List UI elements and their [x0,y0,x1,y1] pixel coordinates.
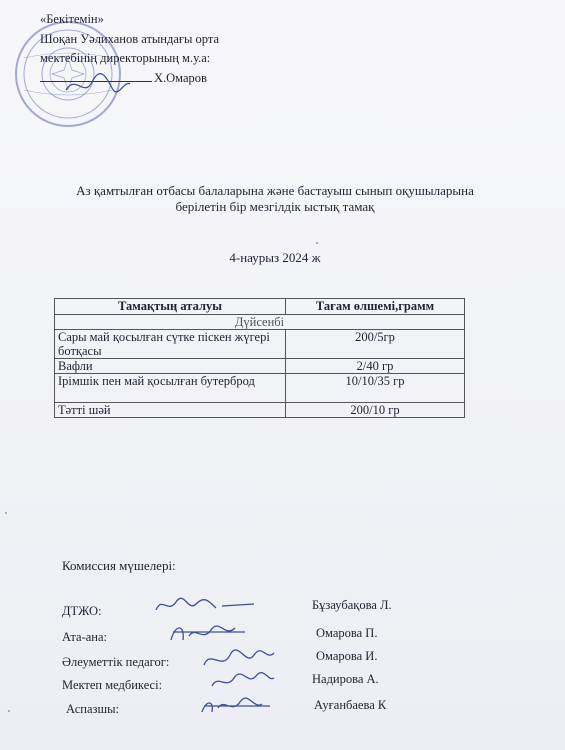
table-row [55,403,465,418]
signature-cook [198,692,278,720]
table-header-row [55,299,465,315]
table-row [55,330,465,359]
member-name: Омарова П. [316,626,378,640]
member-role: ДТЖО: [62,604,102,618]
document-date: 4-наурыз 2024 ж [229,250,321,265]
approval-line-1: «Бекітемін» [40,12,104,26]
table-row [55,374,465,403]
member-role: Ата-ана: [62,630,107,644]
director-name: Х.Омаров [154,70,207,85]
speck [316,242,318,244]
dish-name: Ірімшік пен май қосылған бутерброд [55,374,286,403]
menu-table [54,298,465,418]
director-signature [62,70,132,100]
header-dish-name: Тамақтың аталуы [55,299,286,315]
approval-line-2: Шоқан Уәлиханов атындағы орта [40,31,220,46]
member-name: Ауғанбаева К [314,698,387,712]
header-portion-size: Тағам өлшемі,грамм [286,299,465,315]
member-role: Әлеуметтік педагог: [62,655,170,669]
table-day-row [55,315,465,330]
title-line-2: берілетін бір мезгілдік ыстық тамақ [175,199,375,214]
dish-qty: 200/5гр [286,330,465,359]
dish-name: Тәтті шәй [55,403,286,418]
member-role: Мектеп медбикесі: [62,678,163,692]
day-label: Дүйсенбі [55,315,465,330]
dish-qty: 2/40 гр [286,359,465,374]
dish-qty: 200/10 гр [286,403,465,418]
signature-dtjo [150,592,260,620]
signature-nurse [208,668,278,694]
dish-name: Вафли [55,359,286,374]
member-name: Надирова А. [312,672,379,686]
approval-line-3: мектебінің директорының м.у.а: [40,51,211,65]
speck [8,710,10,712]
title-line-1: Аз қамтылған отбасы балаларына және бастауыш сынып оқушыларына [76,183,474,198]
signature-parent [165,618,255,648]
document-title [40,183,510,215]
dish-name: Сары май қосылған сүтке піскен жүгері ботқасы [55,330,286,359]
speck [5,512,7,514]
commission-heading: Комиссия мүшелері: [62,558,176,573]
dish-qty: 10/10/35 гр [286,374,465,403]
member-name: Омарова И. [316,649,378,663]
member-role: Аспазшы: [66,702,119,716]
table-row [55,359,465,374]
member-name: Бұзаубақова Л. [312,598,392,612]
